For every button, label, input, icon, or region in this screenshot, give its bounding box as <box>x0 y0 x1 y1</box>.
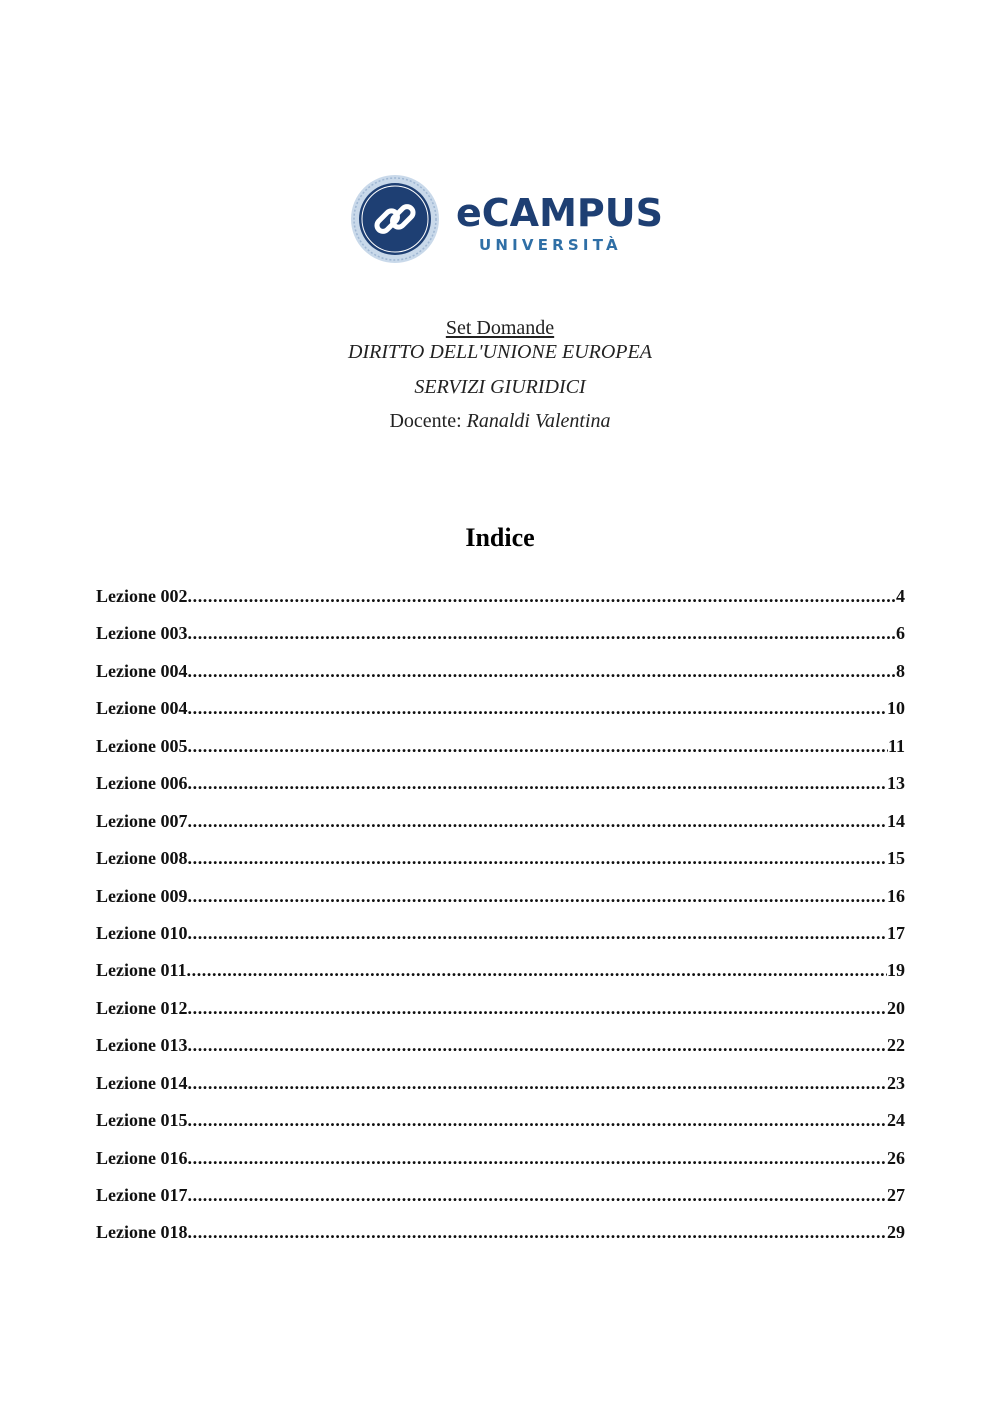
toc-entry[interactable] <box>96 736 905 773</box>
course-title: DIRITTO DELL'UNIONE EUROPEA <box>348 341 652 363</box>
toc-entry-label: Lezione 007 <box>96 810 188 831</box>
toc-dot-leader <box>188 886 888 907</box>
chain-link-seal-icon <box>350 174 440 264</box>
document-header <box>0 318 1000 431</box>
toc-dot-leader <box>188 848 888 869</box>
toc-entry[interactable] <box>96 1073 905 1110</box>
toc-entry[interactable] <box>96 923 905 960</box>
toc-entry[interactable] <box>96 998 905 1035</box>
toc-dot-leader <box>188 773 888 794</box>
toc-dot-leader <box>188 1185 888 1206</box>
toc-entry-page: 20 <box>887 997 905 1018</box>
toc-entry-label: Lezione 004 <box>96 698 188 719</box>
toc-entry-page: 4 <box>896 586 905 606</box>
toc-dot-leader <box>188 661 897 682</box>
teacher-line <box>0 411 1000 431</box>
toc-entry-label: Lezione 009 <box>96 885 188 906</box>
toc-entry-label: Lezione 003 <box>96 623 188 644</box>
toc-entry-label: Lezione 017 <box>96 1185 188 1205</box>
toc-entry[interactable] <box>96 886 905 923</box>
toc-entry[interactable] <box>96 623 905 660</box>
toc-entry-page: 8 <box>896 660 905 681</box>
toc-entry[interactable] <box>96 661 905 698</box>
toc-dot-leader <box>188 1073 888 1094</box>
toc-entry[interactable] <box>96 811 905 848</box>
toc-entry[interactable] <box>96 848 905 885</box>
toc-entry-page: 27 <box>887 1185 905 1205</box>
teacher-label: Docente: <box>389 410 462 432</box>
toc-entry-page: 22 <box>887 1035 905 1056</box>
toc-entry[interactable] <box>96 773 905 810</box>
brand-subtitle: UNIVERSITÀ <box>479 236 622 254</box>
toc-entry-page: 19 <box>887 960 905 981</box>
index-title: Indice <box>465 523 535 552</box>
toc-dot-leader <box>188 586 897 607</box>
toc-dot-leader <box>188 923 888 944</box>
toc-dot-leader <box>188 1148 888 1169</box>
toc-entry[interactable] <box>96 1110 905 1147</box>
toc-entry-page: 15 <box>887 848 905 869</box>
toc-entry-label: Lezione 016 <box>96 1147 188 1168</box>
toc-entry[interactable] <box>96 1185 905 1222</box>
toc-entry-label: Lezione 010 <box>96 922 188 943</box>
toc-entry-page: 16 <box>887 885 905 906</box>
toc-entry-page: 11 <box>887 735 905 756</box>
toc-dot-leader <box>188 998 888 1019</box>
toc-entry[interactable] <box>96 960 905 997</box>
toc-dot-leader <box>188 1222 888 1243</box>
toc-entry-page: 6 <box>896 623 905 644</box>
toc-dot-leader <box>188 698 888 719</box>
toc-entry-label: Lezione 006 <box>96 773 188 794</box>
toc-entry-label: Lezione 018 <box>96 1222 188 1243</box>
toc-entry-page: 29 <box>887 1222 905 1243</box>
toc-entry-label: Lezione 004 <box>96 660 188 681</box>
track-title: SERVIZI GIURIDICI <box>414 376 586 398</box>
set-label: Set Domande <box>445 317 555 339</box>
toc-entry[interactable] <box>96 586 905 623</box>
toc-entry-label: Lezione 014 <box>96 1072 188 1093</box>
toc-entry[interactable] <box>96 1222 905 1259</box>
toc-entry-page: 26 <box>887 1147 905 1168</box>
toc-dot-leader <box>187 960 888 981</box>
toc-dot-leader <box>188 811 888 832</box>
toc-entry-label: Lezione 011 <box>96 960 187 981</box>
toc-entry-page: 14 <box>887 810 905 831</box>
toc-entry[interactable] <box>96 1035 905 1072</box>
toc-dot-leader <box>188 1110 888 1131</box>
toc-entry-page: 13 <box>887 773 905 794</box>
toc-entry[interactable] <box>96 698 905 735</box>
toc-entry-page: 10 <box>887 698 905 719</box>
table-of-contents <box>96 586 905 1260</box>
toc-entry-label: Lezione 002 <box>96 586 188 606</box>
brand-wordmark: eCAMPUS <box>456 191 663 235</box>
toc-dot-leader <box>188 1035 888 1056</box>
toc-entry-page: 24 <box>887 1110 905 1131</box>
toc-entry-label: Lezione 015 <box>96 1110 188 1131</box>
toc-entry-label: Lezione 012 <box>96 997 188 1018</box>
toc-entry-label: Lezione 008 <box>96 848 188 869</box>
teacher-name: Ranaldi Valentina <box>466 410 611 432</box>
toc-dot-leader <box>188 623 897 644</box>
toc-entry-label: Lezione 013 <box>96 1035 188 1056</box>
toc-entry-page: 23 <box>887 1072 905 1093</box>
ecampus-logo <box>350 174 663 264</box>
toc-entry[interactable] <box>96 1148 905 1185</box>
toc-entry-label: Lezione 005 <box>96 735 188 756</box>
toc-entry-page: 17 <box>887 922 905 943</box>
toc-dot-leader <box>188 736 888 757</box>
